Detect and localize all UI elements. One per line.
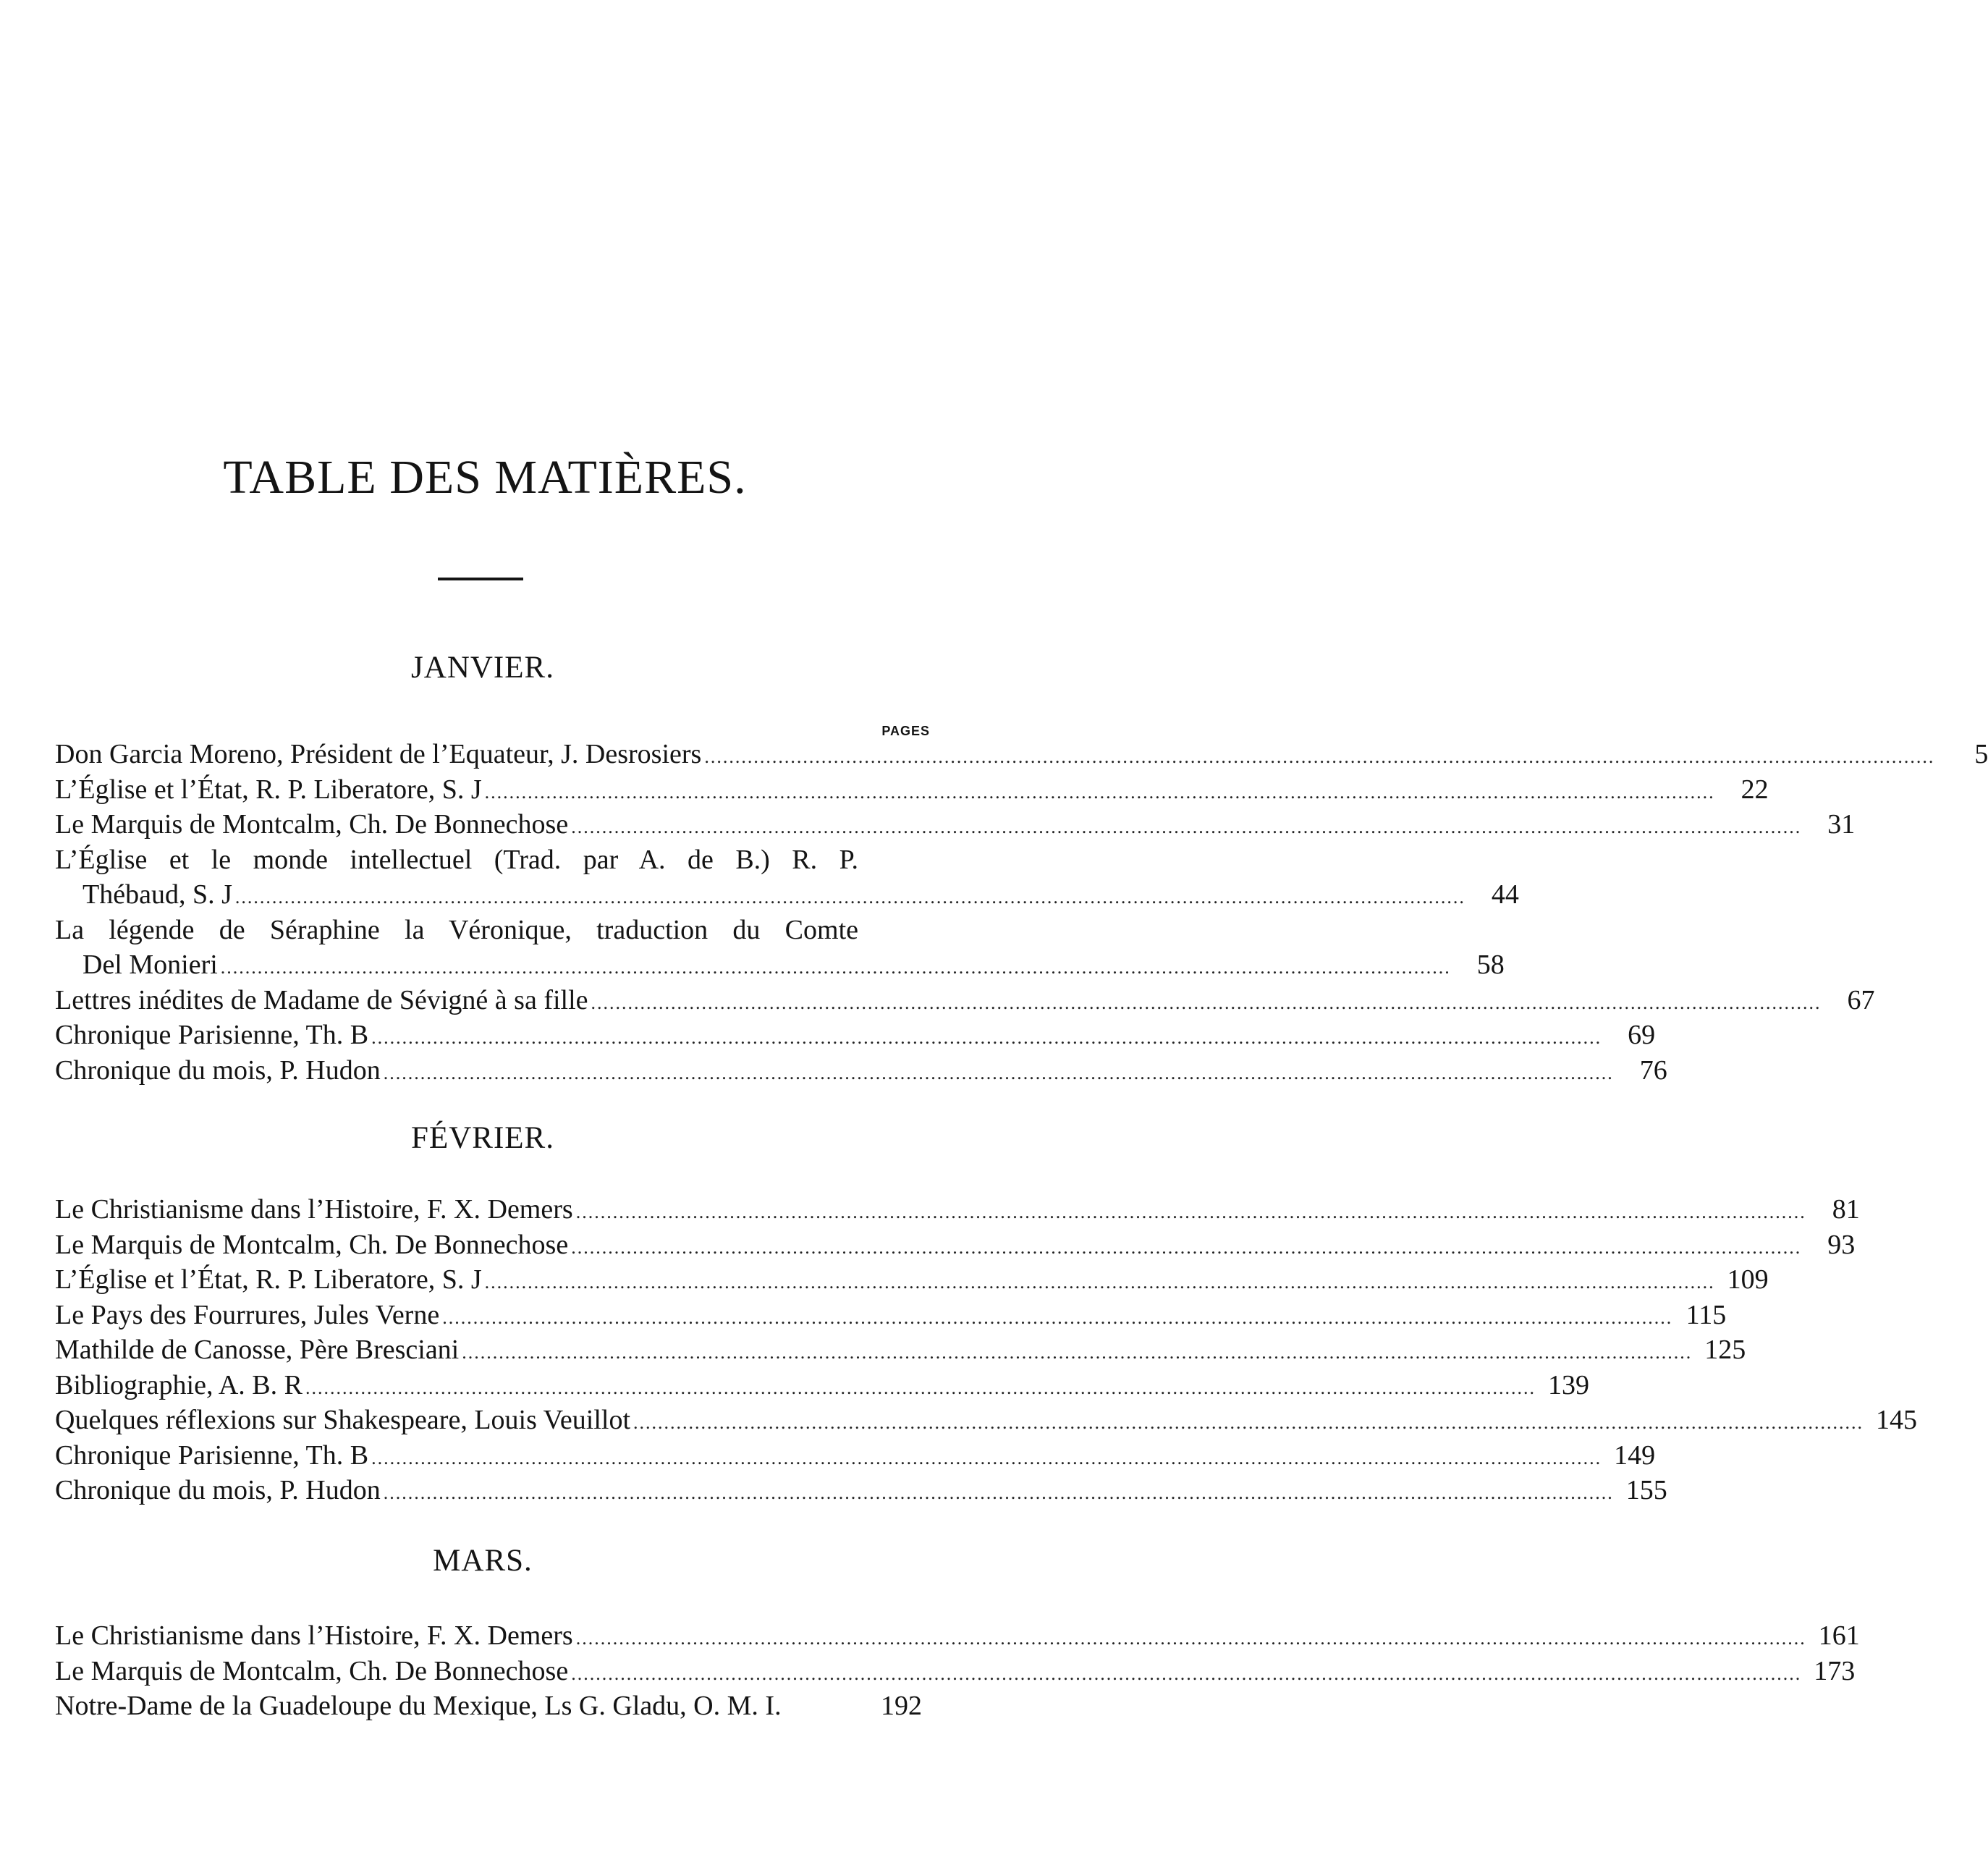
toc-entry-title: Quelques réflexions sur Shakespeare, Louis Veuillot — [55, 1405, 631, 1435]
toc-entry-title: Chronique Parisienne, Th. B — [55, 1020, 369, 1050]
toc-entry — [55, 1403, 1918, 1438]
toc-entry-page-number: 145 — [1876, 1405, 1918, 1435]
toc-entry-row — [55, 1618, 1860, 1654]
section-heading-janvier: JANVIER. — [411, 651, 554, 685]
dot-leader: ........................................................................................................................................................................................................ — [220, 957, 1451, 978]
toc-entry-title: Mathilde de Canosse, Père Bresciani — [55, 1335, 460, 1365]
toc-entry — [55, 1438, 1656, 1474]
toc-entry-page-number: 31 — [1827, 809, 1856, 840]
toc-entry-row — [55, 1688, 922, 1724]
toc-entry-page-number: 155 — [1625, 1475, 1667, 1505]
toc-entry-page-number: 81 — [1832, 1194, 1860, 1225]
toc-entry-title: Thébaud, S. J — [83, 879, 232, 910]
toc-entry-title: Le Marquis de Montcalm, Ch. De Bonnechose — [55, 1229, 569, 1260]
pages-column-label: PAGES — [881, 724, 930, 738]
toc-entry-page-number: 139 — [1548, 1369, 1589, 1400]
toc-entry-row — [55, 1332, 1746, 1368]
toc-entry — [55, 1018, 1656, 1053]
dot-leader: ........................................................................................................................................................................................................ — [704, 746, 1935, 767]
toc-entry — [55, 1227, 1856, 1263]
dot-leader: ........................................................................................................................................................................................................ — [571, 816, 1802, 837]
toc-entry-page-number: 69 — [1628, 1020, 1656, 1050]
toc-entry-title: Le Pays des Fourrures, Jules Verne — [55, 1299, 440, 1330]
toc-entry-title: Bibliographie, A. B. R — [55, 1369, 303, 1400]
toc-entry — [55, 1473, 1667, 1508]
toc-entry-title: Le Marquis de Montcalm, Ch. De Bonnechose — [55, 1655, 569, 1686]
section-entries-fevrier — [55, 1192, 1918, 1508]
toc-entry-row — [55, 1262, 1769, 1298]
toc-entry-title: Don Garcia Moreno, Président de l’Equateur, J. Desrosiers — [55, 739, 702, 769]
toc-entry — [55, 772, 1769, 808]
dot-leader: ........................................................................................................................................................................................................ — [371, 1027, 1602, 1048]
section-entries-janvier — [55, 737, 1988, 1088]
dot-leader: ........................................................................................................................................................................................................ — [484, 1272, 1715, 1293]
dot-leader: ........................................................................................................................................................................................................ — [571, 1236, 1802, 1258]
toc-entry-page-number: 76 — [1639, 1054, 1667, 1086]
toc-entry-page-number: 5 — [1974, 739, 1988, 769]
toc-entry — [55, 913, 1505, 983]
toc-entry — [55, 1192, 1860, 1227]
dot-leader: ........................................................................................................................................................................................................ — [442, 1306, 1673, 1328]
toc-entry-page-number: 173 — [1814, 1655, 1856, 1686]
toc-entry-title-line: La légende de Séraphine la Véronique, traduction du Comte — [55, 914, 858, 945]
toc-entry-page-number: 149 — [1614, 1440, 1656, 1471]
dot-leader: ........................................................................................................................................................................................................ — [575, 1628, 1806, 1649]
toc-entry-row — [55, 737, 1988, 772]
toc-entry — [55, 842, 1519, 913]
toc-entry-row — [55, 1298, 1727, 1333]
toc-entry-row — [55, 1654, 1856, 1689]
toc-entry-row — [55, 877, 1519, 913]
dot-leader: ........................................................................................................................................................................................................ — [633, 1412, 1864, 1433]
toc-entry-row — [55, 983, 1875, 1018]
toc-entry — [55, 807, 1856, 842]
toc-entry — [55, 1688, 922, 1724]
toc-entry-row — [55, 947, 1505, 983]
toc-entry — [55, 983, 1875, 1018]
page-title: TABLE DES MATIÈRES. — [223, 451, 747, 504]
toc-entry-title: Le Christianisme dans l’Histoire, F. X. Demers — [55, 1194, 573, 1225]
toc-entry-row — [55, 1192, 1860, 1227]
toc-entry-title: L’Église et l’État, R. P. Liberatore, S. J — [55, 774, 482, 805]
toc-entry-row — [55, 1438, 1656, 1474]
section-entries-mars — [55, 1618, 1860, 1724]
toc-entry-row — [55, 1018, 1656, 1053]
toc-entry-title: Chronique Parisienne, Th. B — [55, 1440, 369, 1471]
dot-leader: ........................................................................................................................................................................................................ — [234, 887, 1465, 908]
section-heading-mars: MARS. — [433, 1544, 533, 1578]
toc-entry — [55, 1618, 1860, 1654]
toc-entry — [55, 737, 1988, 772]
toc-entry-row — [55, 1403, 1918, 1438]
toc-entry — [55, 1332, 1746, 1368]
toc-entry-page-number: 115 — [1685, 1299, 1727, 1330]
toc-entry-page-number: 109 — [1727, 1264, 1769, 1295]
toc-entry-page-number: 161 — [1818, 1620, 1860, 1651]
toc-entry-title: Chronique du mois, P. Hudon — [55, 1054, 381, 1086]
toc-entry — [55, 1368, 1589, 1403]
toc-entry — [55, 1053, 1667, 1088]
toc-entry-row — [55, 1473, 1667, 1508]
toc-entry-page-number: 192 — [881, 1691, 922, 1721]
toc-entry-row — [55, 807, 1856, 842]
dot-leader: ........................................................................................................................................................................................................ — [591, 992, 1822, 1013]
dot-leader: ........................................................................................................................................................................................................ — [462, 1342, 1693, 1363]
toc-entry-page-number: 22 — [1740, 774, 1769, 805]
toc-entry-page-number: 44 — [1491, 879, 1519, 910]
toc-entry-page-number: 67 — [1847, 984, 1875, 1015]
toc-entry-row — [55, 1368, 1589, 1403]
dot-leader: ........................................................................................................................................................................................................ — [371, 1447, 1602, 1468]
toc-entry-title: Notre-Dame de la Guadeloupe du Mexique, Ls G. Gladu, O. M. I. — [55, 1691, 782, 1721]
title-divider — [438, 578, 523, 580]
toc-entry — [55, 1654, 1856, 1689]
toc-entry-title-line: L’Église et le monde intellectuel (Trad. par A. de B.) R. P. — [55, 844, 858, 875]
toc-entry-page-number: 93 — [1827, 1229, 1856, 1260]
dot-leader: ........................................................................................................................................................................................................ — [571, 1662, 1802, 1684]
toc-entry-row — [55, 1053, 1667, 1088]
toc-entry-title: Lettres inédites de Madame de Sévigné à sa fille — [55, 984, 588, 1015]
toc-entry-title: Chronique du mois, P. Hudon — [55, 1475, 381, 1505]
toc-entry — [55, 1262, 1769, 1298]
toc-entry — [55, 1298, 1727, 1333]
toc-entry-page-number: 58 — [1476, 950, 1505, 980]
dot-leader: ........................................................................................................................................................................................................ — [484, 781, 1715, 803]
toc-entry-title: Del Monieri — [83, 950, 218, 980]
toc-entry-page-number: 125 — [1704, 1335, 1746, 1365]
toc-entry-row — [55, 1227, 1856, 1263]
dot-leader: ........................................................................................................................................................................................................ — [575, 1201, 1806, 1222]
toc-entry-row — [55, 772, 1769, 808]
toc-entry-title: Le Christianisme dans l’Histoire, F. X. Demers — [55, 1620, 573, 1651]
toc-entry-title: Le Marquis de Montcalm, Ch. De Bonnechose — [55, 809, 569, 840]
dot-leader: ........................................................................................................................................................................................................ — [383, 1062, 1614, 1083]
dot-leader: ........................................................................................................................................................................................................ — [383, 1482, 1614, 1503]
section-heading-fevrier: FÉVRIER. — [411, 1121, 554, 1155]
dot-leader: ........................................................................................................................................................................................................ — [305, 1377, 1536, 1398]
toc-entry-title: L’Église et l’État, R. P. Liberatore, S. J — [55, 1264, 482, 1295]
